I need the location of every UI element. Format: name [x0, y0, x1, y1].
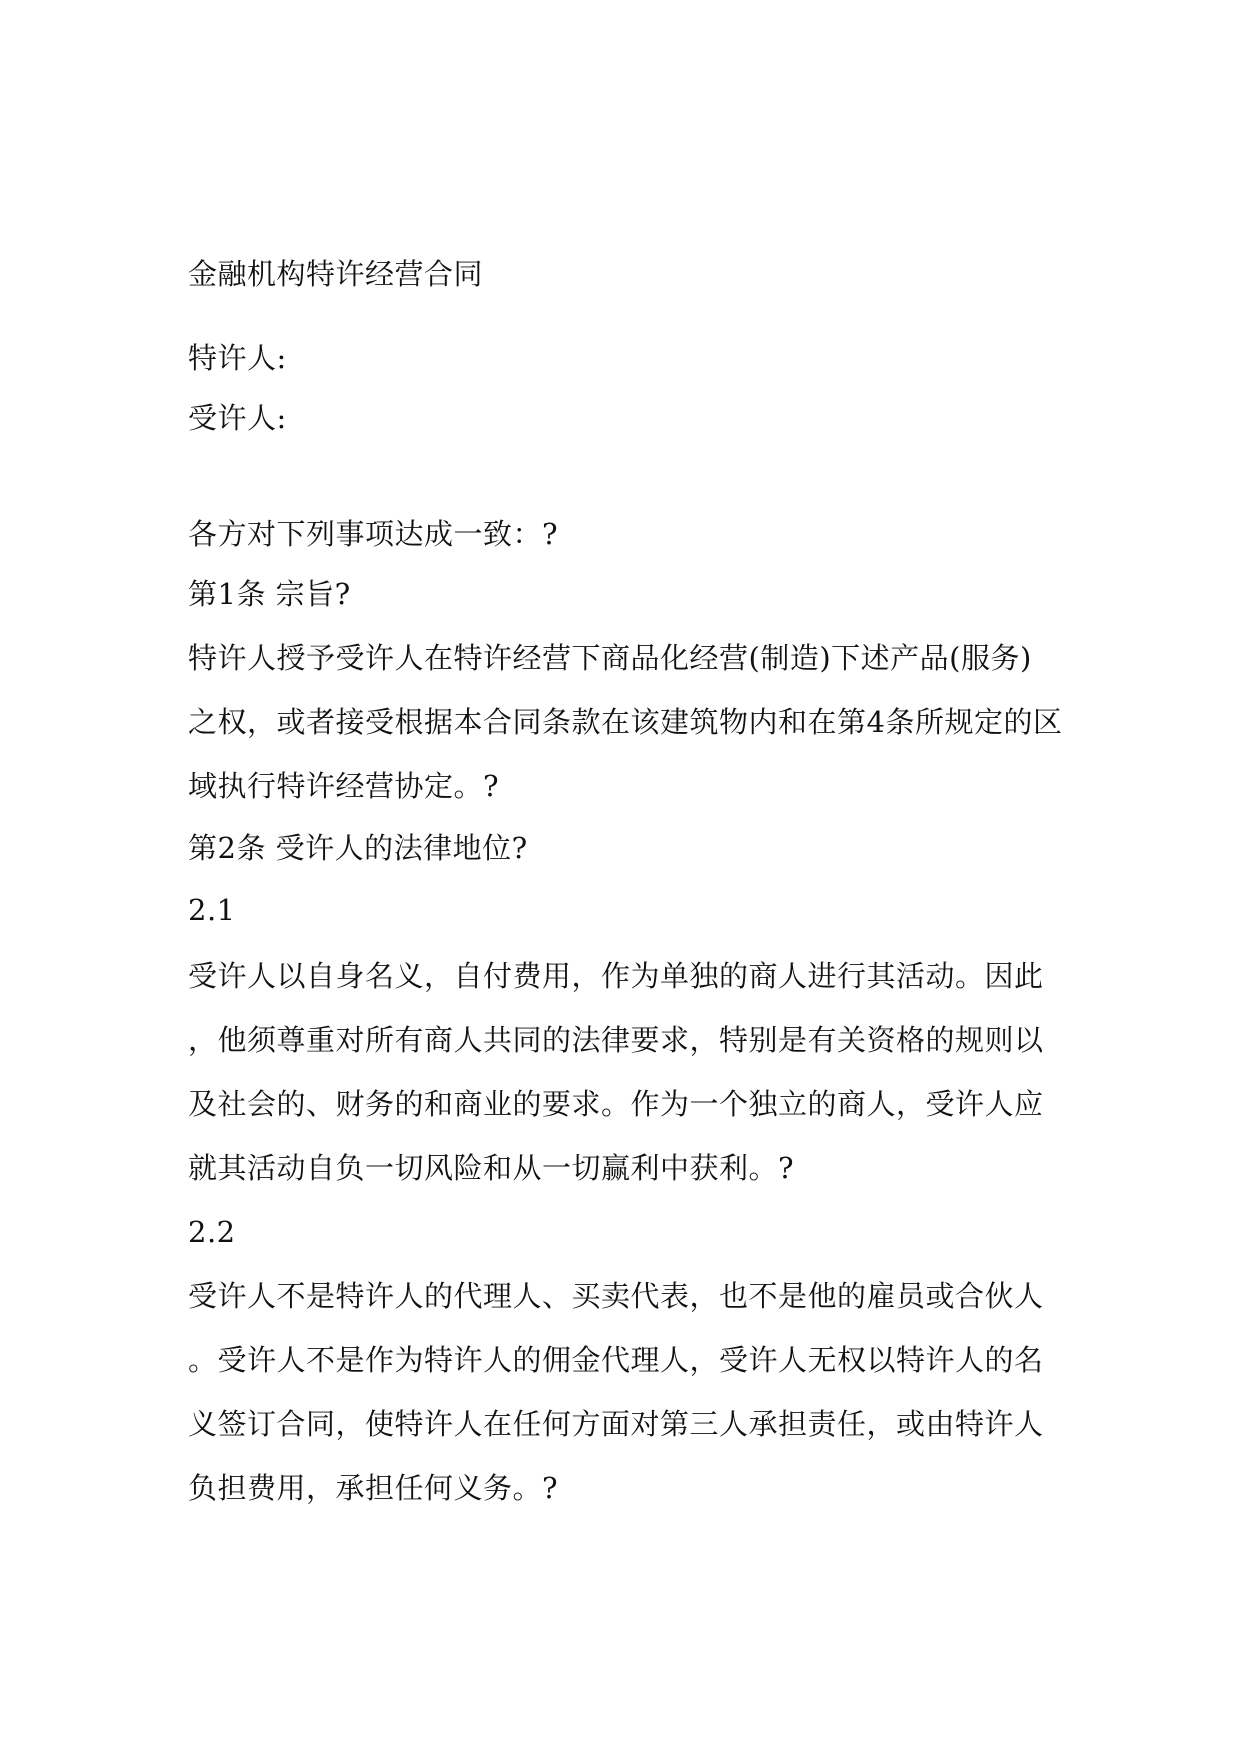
document-title: 金融机构特许经营合同 [188, 257, 484, 291]
clause-2-2-line: 负担费用，承担任何义务。? [188, 1471, 559, 1505]
article-1-line: 域执行特许经营协定。? [188, 769, 500, 803]
clause-2-2-line: 。受许人不是作为特许人的佣金代理人，受许人无权以特许人的名 [188, 1343, 1044, 1377]
intro-text: 各方对下列事项达成一致：? [188, 517, 559, 551]
clause-2-1-line: 受许人以自身名义，自付费用，作为单独的商人进行其活动。因此 [188, 959, 1044, 993]
article-2-heading: 第2条 受许人的法律地位? [188, 831, 528, 865]
clause-2-1-line: 及社会的、财务的和商业的要求。作为一个独立的商人，受许人应 [188, 1087, 1044, 1121]
clause-2-1-line: 就其活动自负一切风险和从一切赢利中获利。? [188, 1151, 795, 1185]
article-1-line: 特许人授予受许人在特许经营下商品化经营(制造)下述产品(服务) [188, 641, 1032, 675]
clause-2-1-line: ，他须尊重对所有商人共同的法律要求，特别是有关资格的规则以 [188, 1023, 1044, 1057]
clause-2-1-number: 2.1 [188, 893, 236, 927]
clause-2-2-line: 受许人不是特许人的代理人、买卖代表，也不是他的雇员或合伙人 [188, 1279, 1044, 1313]
article-1-heading: 第1条 宗旨? [188, 577, 351, 611]
article-1-line: 之权，或者接受根据本合同条款在该建筑物内和在第4条所规定的区 [188, 705, 1063, 739]
franchisee-label: 受许人: [188, 401, 287, 435]
franchisor-label: 特许人: [188, 341, 287, 375]
clause-2-2-line: 义签订合同，使特许人在任何方面对第三人承担责任，或由特许人 [188, 1407, 1044, 1441]
clause-2-2-number: 2.2 [188, 1215, 236, 1249]
